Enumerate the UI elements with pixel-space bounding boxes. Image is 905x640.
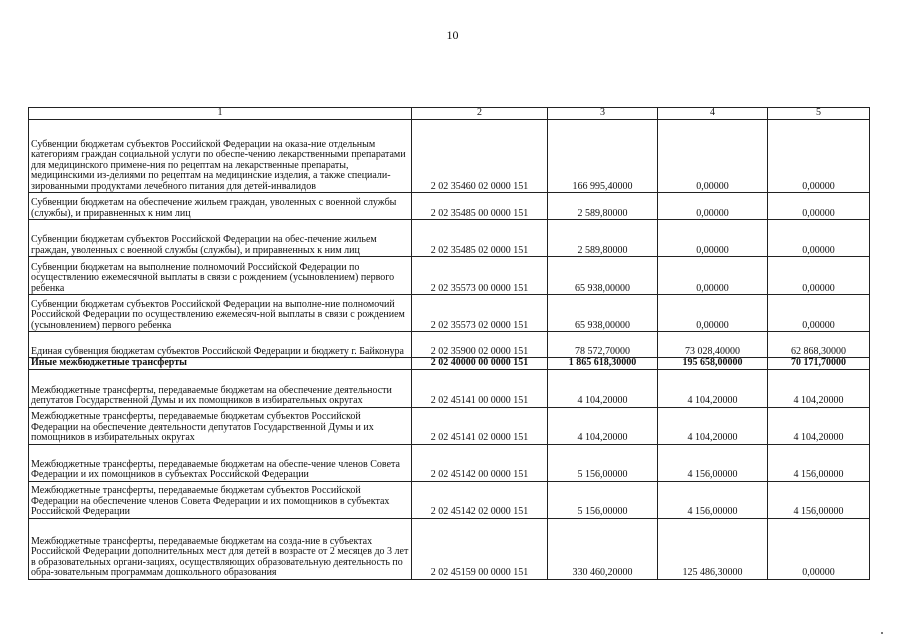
table-row <box>29 481 870 518</box>
table-row <box>29 120 870 193</box>
budget-code-cell: 2 02 45142 00 0000 151 <box>412 444 548 481</box>
amount-col3-cell: 166 995,40000 <box>548 120 658 193</box>
column-header: 5 <box>768 108 870 120</box>
amount-col4-cell: 4 156,00000 <box>658 444 768 481</box>
amount-col3-cell: 78 572,70000 <box>548 332 658 358</box>
row-name-cell: Субвенции бюджетам субъектов Российской Федерации на оказа-ние отдельным категориям граждан социальной услуги по обеспе-чению лекарственными препаратами для медицинского примене-ния по рецептам на лекарственные препараты, медицинскими из-делиями по рецептам на медицинские изделия, а также специали-зированными продуктами лечебного питания для детей-инвалидов <box>29 120 412 193</box>
amount-col4-cell: 0,00000 <box>658 220 768 257</box>
amount-col3-cell: 65 938,00000 <box>548 257 658 295</box>
amount-col5-cell: 0,00000 <box>768 518 870 579</box>
amount-col5-cell: 0,00000 <box>768 220 870 257</box>
amount-col3-cell: 5 156,00000 <box>548 444 658 481</box>
amount-col3-cell: 330 460,20000 <box>548 518 658 579</box>
amount-col4-cell: 73 028,40000 <box>658 332 768 358</box>
amount-col5-cell: 0,00000 <box>768 120 870 193</box>
row-name-cell: Единая субвенция бюджетам субъектов Российской Федерации и бюджету г. Байконура <box>29 332 412 358</box>
amount-col3-cell: 4 104,20000 <box>548 407 658 444</box>
amount-col5-cell: 0,00000 <box>768 257 870 295</box>
row-name-cell: Субвенции бюджетам субъектов Российской Федерации на выполне-ние полномочий Российской Федерации по осуществлению ежемесяч-ной выплаты в связи с рождением (усыновлением) первого ребенка <box>29 295 412 332</box>
amount-col5-cell: 0,00000 <box>768 295 870 332</box>
table-row <box>29 407 870 444</box>
row-name-cell: Межбюджетные трансферты, передаваемые бюджетам на созда-ние в субъектах Российской Федерации дополнительных мест для детей в возрасте от 2 месяцев до 3 лет в образовательных органи-зациях, осуществляющих образовательную деятельность по обра-зовательным программам дошкольного образования <box>29 518 412 579</box>
amount-col5-cell: 4 104,20000 <box>768 369 870 407</box>
table-row <box>29 257 870 295</box>
budget-code-cell: 2 02 40000 00 0000 151 <box>412 358 548 370</box>
amount-col5-cell: 4 104,20000 <box>768 407 870 444</box>
amount-col4-cell: 0,00000 <box>658 257 768 295</box>
amount-col4-cell: 4 156,00000 <box>658 481 768 518</box>
header-row <box>29 108 870 120</box>
amount-col5-cell: 0,00000 <box>768 193 870 220</box>
amount-col4-cell: 195 658,00000 <box>658 358 768 370</box>
budget-code-cell: 2 02 35485 00 0000 151 <box>412 193 548 220</box>
table-row <box>29 295 870 332</box>
budget-code-cell: 2 02 45141 00 0000 151 <box>412 369 548 407</box>
column-header: 4 <box>658 108 768 120</box>
column-header: 3 <box>548 108 658 120</box>
column-header: 1 <box>29 108 412 120</box>
amount-col5-cell: 4 156,00000 <box>768 481 870 518</box>
row-name-cell: Межбюджетные трансферты, передаваемые бюджетам на обеспе-чение членов Совета Федерации и их помощников в субъектах Российской Федерации <box>29 444 412 481</box>
amount-col4-cell: 0,00000 <box>658 193 768 220</box>
budget-table <box>28 107 870 580</box>
amount-col3-cell: 2 589,80000 <box>548 220 658 257</box>
amount-col5-cell: 70 171,70000 <box>768 358 870 370</box>
amount-col4-cell: 4 104,20000 <box>658 369 768 407</box>
row-name-cell: Иные межбюджетные трансферты <box>29 358 412 370</box>
amount-col3-cell: 2 589,80000 <box>548 193 658 220</box>
table-row <box>29 358 870 370</box>
budget-code-cell: 2 02 45159 00 0000 151 <box>412 518 548 579</box>
amount-col3-cell: 4 104,20000 <box>548 369 658 407</box>
amount-col3-cell: 65 938,00000 <box>548 295 658 332</box>
amount-col4-cell: 0,00000 <box>658 295 768 332</box>
budget-code-cell: 2 02 45142 02 0000 151 <box>412 481 548 518</box>
amount-col4-cell: 125 486,30000 <box>658 518 768 579</box>
budget-code-cell: 2 02 35900 02 0000 151 <box>412 332 548 358</box>
table-row <box>29 332 870 358</box>
table-row <box>29 444 870 481</box>
amount-col5-cell: 62 868,30000 <box>768 332 870 358</box>
page-number: 10 <box>446 28 459 42</box>
table-row <box>29 193 870 220</box>
row-name-cell: Межбюджетные трансферты, передаваемые бюджетам субъектов Российской Федерации на обеспечение деятельности депутатов Государственной Думы и их помощников в избирательных округах <box>29 407 412 444</box>
amount-col4-cell: 0,00000 <box>658 120 768 193</box>
amount-col5-cell: 4 156,00000 <box>768 444 870 481</box>
budget-code-cell: 2 02 35485 02 0000 151 <box>412 220 548 257</box>
amount-col3-cell: 5 156,00000 <box>548 481 658 518</box>
row-name-cell: Субвенции бюджетам субъектов Российской Федерации на обес-печение жильем граждан, уволенных с военной службы (службы), и приравненных к ним лиц <box>29 220 412 257</box>
table-row <box>29 369 870 407</box>
budget-code-cell: 2 02 35573 00 0000 151 <box>412 257 548 295</box>
row-name-cell: Межбюджетные трансферты, передаваемые бюджетам субъектов Российской Федерации на обеспечение членов Совета Федерации и их помощников в субъектах Российской Федерации <box>29 481 412 518</box>
row-name-cell: Межбюджетные трансферты, передаваемые бюджетам на обеспечение деятельности депутатов Государственной Думы и их помощников в избирательных округах <box>29 369 412 407</box>
table-row <box>29 518 870 579</box>
budget-code-cell: 2 02 45141 02 0000 151 <box>412 407 548 444</box>
row-name-cell: Субвенции бюджетам на выполнение полномочий Российской Федерации по осуществлению ежемесячной выплаты в связи с рождением (усыновлением) первого ребенка <box>29 257 412 295</box>
budget-code-cell: 2 02 35573 02 0000 151 <box>412 295 548 332</box>
row-name-cell: Субвенции бюджетам на обеспечение жильем граждан, уволенных с военной службы (службы), и приравненных к ним лиц <box>29 193 412 220</box>
budget-code-cell: 2 02 35460 02 0000 151 <box>412 120 548 193</box>
amount-col4-cell: 4 104,20000 <box>658 407 768 444</box>
scan-artifact-dot <box>881 632 883 634</box>
column-header: 2 <box>412 108 548 120</box>
amount-col3-cell: 1 865 618,30000 <box>548 358 658 370</box>
table-row <box>29 220 870 257</box>
budget-table-body <box>29 108 870 580</box>
